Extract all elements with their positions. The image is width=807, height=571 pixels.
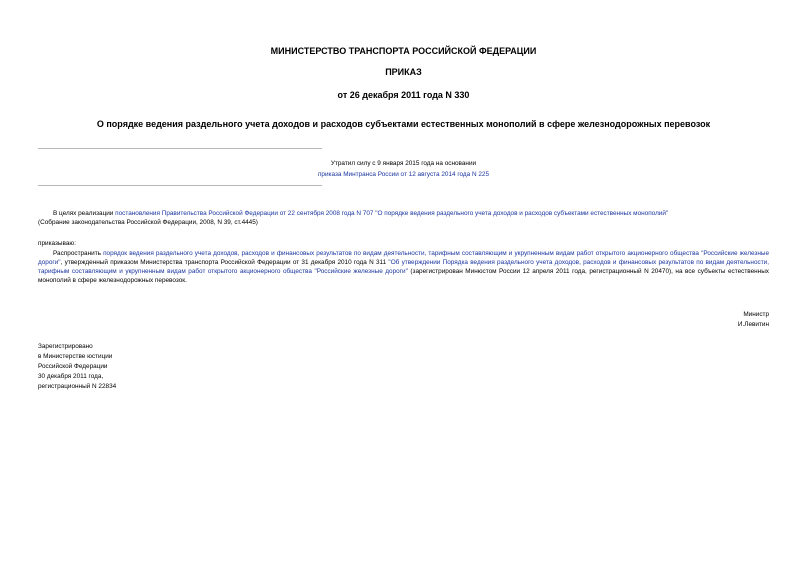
order-middle: , утвержденный приказом Министерства транспорта Российской Федерации от 31 декабря 2010 года N 311 xyxy=(60,259,389,266)
document-title: О порядке ведения раздельного учета доходов и расходов субъектами естественных монополий в сфере железнодорожных перевозок xyxy=(96,119,711,129)
date-number-heading: от 26 декабря 2011 года N 330 xyxy=(337,90,470,100)
accounting-procedure-link[interactable]: порядок ведения раздельного учета доходов, расходов и финансовых результатов по видам деятельности, тарифным составляющим и укрупненным видам работ открытого акционерного общества "Российские железные дороги" xyxy=(38,250,769,266)
prikazyvayu-label: приказываю: xyxy=(38,240,76,247)
preamble-prefix: В целях реализации xyxy=(53,210,116,217)
status-line: Утратил силу с 9 января 2015 года на основании xyxy=(330,160,477,167)
registration-line-3: Российской Федерации xyxy=(38,363,108,370)
repeal-order-link[interactable]: приказа Минтранса России от 12 августа 2014 года N 225 xyxy=(317,171,490,178)
registration-line-1: Зарегистрировано xyxy=(38,343,93,350)
preamble-paragraph xyxy=(38,209,769,227)
order-suffix: (зарегистрирован Минюстом России 12 апреля 2011 года, регистрационный N 20470), на все субъекты естественных монополий в сфере железнодорожных перевозок. xyxy=(38,268,769,284)
government-decree-link[interactable]: постановления Правительства Российской Федерации от 22 сентября 2008 года N 707 "О порядке ведения раздельного учета доходов и расходов субъектами естественных монополий" xyxy=(115,210,669,217)
registration-line-2: в Министерстве юстиции xyxy=(38,353,113,360)
status-bottom-rule xyxy=(38,185,322,186)
order-paragraph xyxy=(38,249,769,285)
preamble-source: (Собрание законодательства Российской Федерации, 2008, N 39, ст.4445) xyxy=(38,219,258,226)
signature-name: И.Левитин xyxy=(737,321,769,328)
order-311-link[interactable]: "Об утверждении Порядка ведения раздельного учета доходов, расходов и финансовых результатов по видам деятельности, тарифным составляющим и укрупненным видам работ открытого акционерного общества "Российские железные дороги" xyxy=(38,259,769,275)
doc-type-heading: ПРИКАЗ xyxy=(385,67,422,77)
registration-line-5: регистрационный N 22834 xyxy=(38,383,117,390)
signature-position: Министр xyxy=(743,311,769,318)
ministry-heading: МИНИСТЕРСТВО ТРАНСПОРТА РОССИЙСКОЙ ФЕДЕРАЦИИ xyxy=(270,46,537,56)
order-prefix: Распространить xyxy=(53,250,104,257)
status-top-rule xyxy=(38,148,322,149)
registration-line-4: 30 декабря 2011 года, xyxy=(38,373,104,380)
